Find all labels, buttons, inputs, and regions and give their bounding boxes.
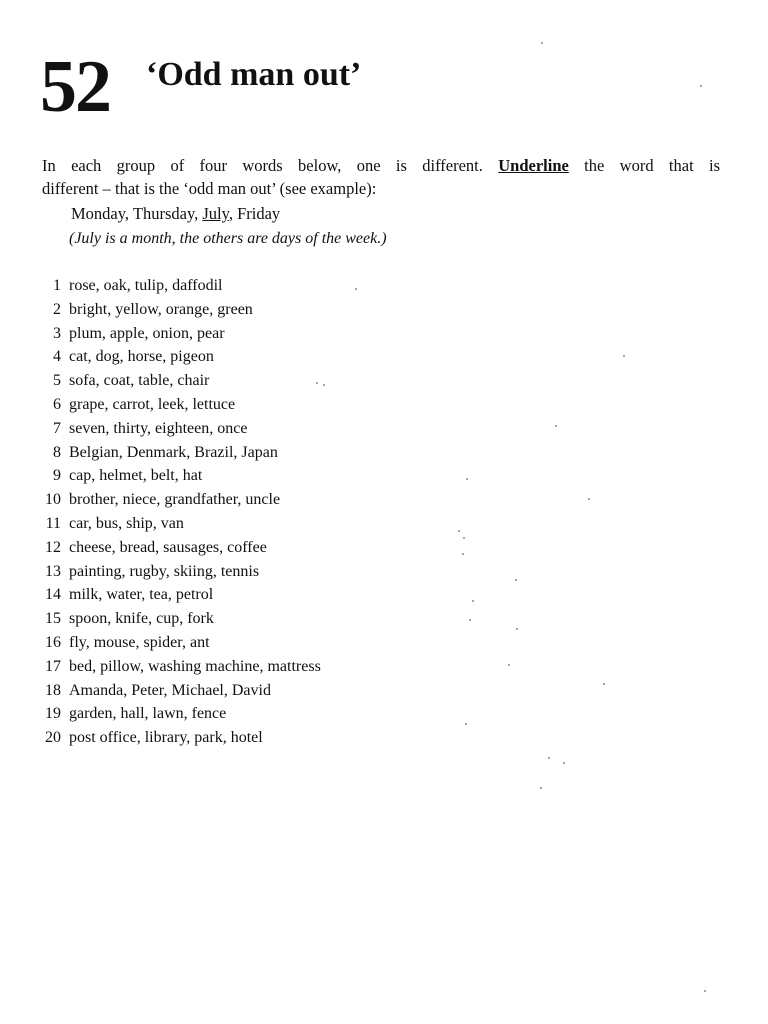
scan-speck xyxy=(515,579,517,581)
item-words[interactable]: garden, hall, lawn, fence xyxy=(69,705,227,723)
item-number: 19 xyxy=(45,705,61,723)
scan-speck xyxy=(355,288,357,290)
item-words[interactable]: milk, water, tea, petrol xyxy=(69,586,214,604)
item-number: 14 xyxy=(45,586,61,604)
item-words[interactable]: grape, carrot, leek, lettuce xyxy=(69,395,236,413)
item-words[interactable]: car, bus, ship, van xyxy=(69,514,184,532)
scan-speck xyxy=(516,628,518,630)
scan-speck xyxy=(603,683,605,685)
item-words[interactable]: post office, library, park, hotel xyxy=(69,729,263,747)
scan-speck xyxy=(508,664,510,666)
item-words[interactable]: painting, rugby, skiing, tennis xyxy=(69,562,260,580)
example-answer: July xyxy=(202,204,229,223)
instructions-underline-word: Underline xyxy=(498,156,569,175)
word-group-item xyxy=(36,679,321,703)
item-words[interactable]: Belgian, Denmark, Brazil, Japan xyxy=(69,443,278,461)
item-number: 7 xyxy=(53,419,61,437)
word-group-item xyxy=(36,345,321,369)
word-group-item xyxy=(36,560,321,584)
scan-speck xyxy=(323,384,325,386)
item-number: 4 xyxy=(53,348,61,366)
scan-speck xyxy=(588,498,590,500)
item-words[interactable]: plum, apple, onion, pear xyxy=(69,324,225,342)
instructions-line-1-end: the word that is xyxy=(568,156,720,175)
item-number: 13 xyxy=(45,562,61,580)
item-words[interactable]: rose, oak, tulip, daffodil xyxy=(69,277,223,294)
item-number: 16 xyxy=(45,633,61,651)
item-number: 11 xyxy=(45,514,61,532)
word-group-item xyxy=(36,536,321,560)
word-group-item xyxy=(36,702,321,726)
word-group-item xyxy=(36,393,321,417)
word-group-item xyxy=(36,631,321,655)
example-after: , Friday xyxy=(228,204,281,223)
item-words[interactable]: fly, mouse, spider, ant xyxy=(69,633,210,651)
item-number: 17 xyxy=(45,657,61,675)
scan-speck xyxy=(704,990,706,992)
scan-speck xyxy=(472,600,474,602)
scan-speck xyxy=(540,787,542,789)
item-words[interactable]: bed, pillow, washing machine, mattress xyxy=(69,657,321,675)
item-number: 6 xyxy=(53,395,61,413)
item-words[interactable]: brother, niece, grandfather, uncle xyxy=(69,491,281,509)
scan-speck xyxy=(563,762,565,764)
unit-number: 52 xyxy=(40,46,110,128)
item-words[interactable]: seven, thirty, eighteen, once xyxy=(69,419,248,437)
word-group-item xyxy=(36,322,321,346)
item-number: 15 xyxy=(45,610,61,628)
unit-title: ‘Odd man out’ xyxy=(146,56,362,93)
word-group-item xyxy=(36,583,321,607)
scan-speck xyxy=(555,425,557,427)
word-group-item xyxy=(36,488,321,512)
item-number: 12 xyxy=(45,538,61,556)
word-group-item xyxy=(36,274,321,298)
word-group-item xyxy=(36,441,321,465)
word-group-item xyxy=(36,464,321,488)
example xyxy=(71,202,280,225)
word-group-item xyxy=(36,298,321,322)
scan-speck xyxy=(466,478,468,480)
item-number: 9 xyxy=(53,467,61,485)
instructions-line-1 xyxy=(42,154,720,177)
word-group-item xyxy=(36,369,321,393)
scan-speck xyxy=(469,619,471,621)
scan-speck xyxy=(623,355,625,357)
item-words[interactable]: cheese, bread, sausages, coffee xyxy=(69,538,267,556)
item-number: 8 xyxy=(53,443,61,461)
item-words[interactable]: cat, dog, horse, pigeon xyxy=(69,348,214,366)
item-words[interactable]: sofa, coat, table, chair xyxy=(69,372,210,390)
item-number: 5 xyxy=(53,372,61,390)
item-words[interactable]: bright, yellow, orange, green xyxy=(69,300,253,318)
scan-speck xyxy=(465,723,467,725)
item-number: 2 xyxy=(53,300,61,318)
item-words[interactable]: cap, helmet, belt, hat xyxy=(69,467,203,485)
scan-speck xyxy=(548,757,550,759)
word-group-item xyxy=(36,607,321,631)
instructions-line-2: different – that is the ‘odd man out’ (see example): xyxy=(42,179,377,198)
example-note: (July is a month, the others are days of the week.) xyxy=(69,230,387,247)
instructions xyxy=(42,154,720,200)
word-group-item xyxy=(36,655,321,679)
example-before: Monday, Thursday, xyxy=(71,204,203,223)
word-group-item xyxy=(36,726,321,750)
item-number: 20 xyxy=(45,729,61,747)
item-number: 18 xyxy=(45,681,61,699)
item-number: 10 xyxy=(45,491,61,509)
scan-speck xyxy=(463,537,465,539)
item-number: 1 xyxy=(53,277,61,294)
word-group-item xyxy=(36,417,321,441)
item-words[interactable]: Amanda, Peter, Michael, David xyxy=(69,681,271,699)
word-group-list xyxy=(36,274,321,750)
scan-speck xyxy=(462,553,464,555)
scan-speck xyxy=(458,530,460,532)
scan-speck xyxy=(316,382,318,384)
scan-speck xyxy=(541,42,543,44)
word-group-item xyxy=(36,512,321,536)
scan-speck xyxy=(700,85,702,87)
instructions-line-1-start: In each group of four words below, one is different. xyxy=(42,156,499,175)
item-number: 3 xyxy=(53,324,61,342)
item-words[interactable]: spoon, knife, cup, fork xyxy=(69,610,214,628)
